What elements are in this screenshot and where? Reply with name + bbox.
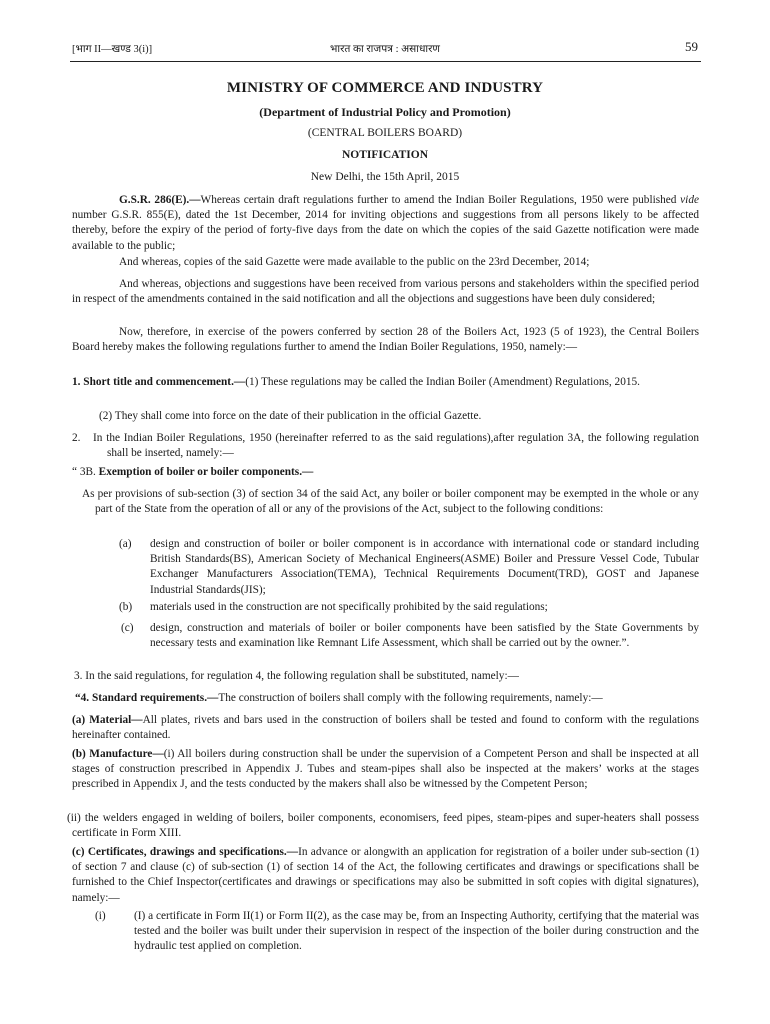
header-rule [70,61,701,62]
condition-c-label: (c) [121,622,134,634]
section-2-number: 2. [72,432,81,444]
ministry-title: MINISTRY OF COMMERCE AND INDUSTRY [226,80,544,96]
section-3-paragraph: 3. In the said regulations, for regulation 4, the following regulation shall be substituted, namely:— [74,670,519,682]
gsr-text-a: Whereas certain draft regulations further to amend the Indian Boiler Regulations, 1950 were published [200,194,681,206]
condition-b-text: materials used in the construction are not specifically prohibited by the said regulations; [150,601,548,613]
regulation-4-text: The construction of boilers shall comply with the following requirements, namely:— [218,692,603,704]
notification-heading: NOTIFICATION [341,149,429,161]
gsr-paragraph [72,193,699,254]
certificates-text: In advance or alongwith an application for registration of a boiler under sub-section (1) of section 7 and clause (c) of sub-section (1) of section 14 of the Act, the following certificates and drawings or specifications shall be furnished to the Chief Inspector(certificates and drawings or specifications may also be submitted in soft copies with digital signatures), namely:— [72,846,699,904]
section-1-text: (1) These regulations may be called the Indian Boiler (Amendment) Regulations, 2015. [245,376,640,388]
section-1-2-paragraph: (2) They shall come into force on the date of their publication in the official Gazette. [99,410,482,422]
section-1-paragraph [72,375,699,390]
gsr-label: G.S.R. 286(E).— [119,194,201,206]
section-2-paragraph: In the Indian Boiler Regulations, 1950 (hereinafter referred to as the said regulations),after regulation 3A, the following regulation shall be inserted, namely:— [93,432,699,460]
header-part-label: [भाग II—खण्ड 3(i)] [72,44,153,55]
condition-a-label: (a) [119,538,132,550]
condition-b-label: (b) [119,601,133,613]
now-therefore-paragraph: Now, therefore, in exercise of the powers conferred by section 28 of the Boilers Act, 1923 (5 of 1923), the Central Boilers Board hereby makes the following regulations further to amend the Indian Boiler Regulations, 1950, namely:— [72,326,699,354]
clause-i-label: (i) [95,910,106,922]
clause-i-text: (I) a certificate in Form II(1) or Form II(2), as the case may be, from an Inspecting Authority, certifying that the material was tested and the boiler was built under their supervision in respect of the inspection of the boiler during construction and the hydraulic test applied on completion. [134,910,699,953]
regulation-4-label: “4. Standard requirements.— [75,692,219,704]
department-title: (Department of Industrial Policy and Promotion) [259,105,511,119]
regulation-3b-title: Exemption of boiler or boiler components.— [98,466,314,478]
manufacture-label: (b) Manufacture— [72,748,164,760]
material-label: (a) Material— [72,714,143,726]
section-1-label: 1. Short title and commencement.— [72,376,246,388]
regulation-3b-heading [72,465,699,480]
regulation-4-paragraph [75,691,699,706]
whereas-objections-paragraph: And whereas, objections and suggestions have been received from various persons and stakeholders within the specified period in respect of the amendments contained in the said notification and all the objections and suggestions have been duly considered; [72,278,699,306]
header-gazette-title: भारत का राजपत्र : असाधारण [329,44,441,55]
certificates-paragraph [72,845,699,906]
board-title: (CENTRAL BOILERS BOARD) [307,127,463,139]
condition-c-text: design, construction and materials of boiler or boiler components have been satisfied by the State Governments by necessary tests and examination like Remnant Life Assessment, which shall be carried out by the owner.”. [150,622,699,650]
certificates-label: (c) Certificates, drawings and specifications.— [72,846,299,858]
regulation-3b-quote: “ 3B. [72,466,99,478]
material-text: All plates, rivets and bars used in the construction of boilers shall be tested and found to conform with the regulations hereinafter contained. [72,714,699,742]
regulation-3b-paragraph: As per provisions of sub-section (3) of section 34 of the said Act, any boiler or boiler component may be exempted in the whole or any part of the State from the operation of all or any of the provisions of the Act, subject to the following conditions: [82,488,699,516]
condition-a-text: design and construction of boiler or boiler component is in accordance with international code or standard including British Standards(BS), American Society of Mechanical Engineers(ASME) Boiler and Pressure Vessel Code, Tubular Exchanger Manufacturers Association(TEMA), Technical Requirements Document(TRD), GOST and Japanese Industrial Standards(JIS); [150,538,699,596]
whereas-copies-paragraph: And whereas, copies of the said Gazette were made available to the public on the 23rd December, 2014; [119,256,590,268]
gsr-text-b: number G.S.R. 855(E), dated the 1st December, 2014 for inviting objections and suggestions from all persons likely to be affected thereby, before the expiry of the period of forty-five days from the date on which the copies of the said Gazette notification were made available to the public; [72,209,699,252]
manufacture-text: (i) All boilers during construction shall be under the supervision of a Competent Person and shall be inspected at all stages of construction prescribed in Appendix J. Tubes and steam-pipes shall also be inspected at the makers’ works at the stages prescribed in Appendix J, and the tests conducted by the makers shall also be witnessed by the Competent Person; [72,748,699,791]
gsr-vide: vide [680,194,699,206]
manufacture-paragraph [72,747,699,793]
place-date: New Delhi, the 15th April, 2015 [310,171,460,183]
page-number: 59 [685,39,698,54]
welders-paragraph: (ii) the welders engaged in welding of boilers, boiler components, economisers, feed pipes, steam-pipes and super-heaters shall possess certificate in Form XIII. [67,812,699,840]
material-paragraph [72,713,699,743]
